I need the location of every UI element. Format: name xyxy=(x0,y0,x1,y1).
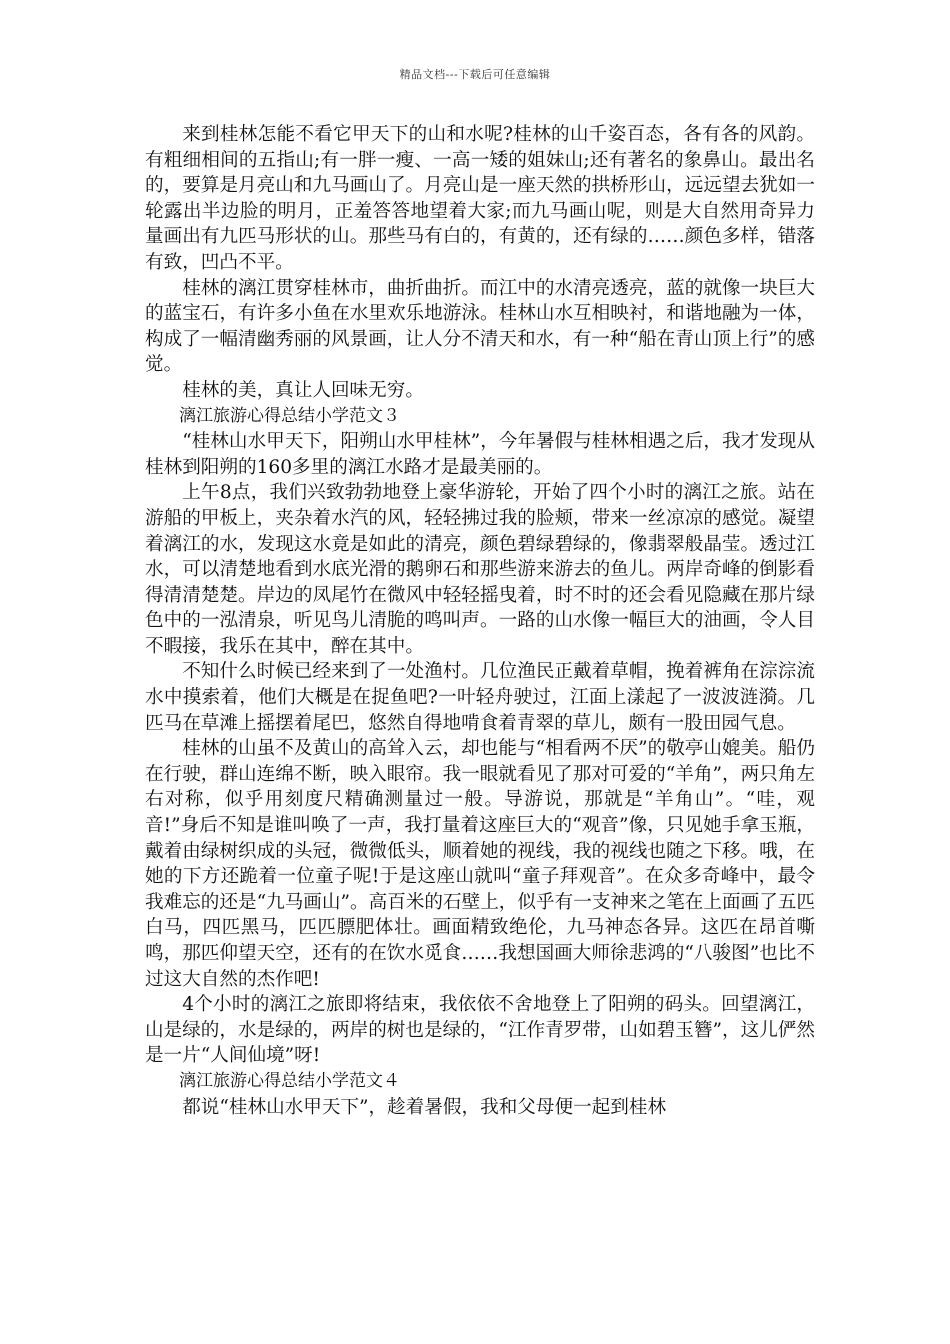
paragraph: 上午8点，我们兴致勃勃地登上豪华游轮，开始了四个小时的漓江之旅。站在游船的甲板上，夹杂着水汽的风，轻轻拂过我的脸颊，带来一丝凉凉的感觉。凝望着漓江的水，发现这水竟是如此的清亮，颜色碧绿碧绿的，像翡翠般晶莹。透过江水，可以清楚地看到水底光滑的鹅卵石和那些游来游去的鱼儿。两岸奇峰的倒影看得清清楚楚。岸边的凤尾竹在微风中轻轻摇曳着，时不时的还会看见隐藏在那片绿色中的一泓清泉，听见鸟儿清脆的鸣叫声。一路的山水像一幅巨大的油画，令人目不暇接，我乐在其中，醉在其中。 xyxy=(145,482,815,657)
paragraph: 来到桂林怎能不看它甲天下的山和水呢?桂林的山千姿百态，各有各的风韵。有粗细相间的五指山;有一胖一瘦、一高一矮的姐妹山;还有著名的象鼻山。最出名的，要算是月亮山和九马画山了。月亮山是一座天然的拱桥形山，远远望去犹如一轮露出半边脸的明月，正羞答答地望着大家;而九马画山呢，则是大自然用奇异力量画出有九匹马形状的山。那些马有白的，有黄的，还有绿的……颜色多样，错落有致，凹凸不平。 xyxy=(145,124,815,273)
page-header: 精品文档---下载后可任意编辑 xyxy=(399,68,551,81)
paragraph: 不知什么时候已经来到了一处渔村。几位渔民正戴着草帽，挽着裤角在淙淙流水中摸索着，他们大概是在捉鱼吧?一叶轻舟驶过，江面上漾起了一波波涟漪。几匹马在草滩上摇摆着尾巴，悠然自得地啃食着青翠的草儿，颇有一股田园气息。 xyxy=(145,661,815,734)
paragraph: 4个小时的漓江之旅即将结束，我依依不舍地登上了阳朔的码头。回望漓江，山是绿的，水是绿的，两岸的树也是绿的，“江作青罗带，山如碧玉簪”，这儿俨然是一片“人间仙境”呀! xyxy=(145,994,815,1067)
paragraph: “桂林山水甲天下，阳朔山水甲桂林”，今年暑假与桂林相遇之后，我才发现从桂林到阳朔的160多里的漓江水路才是最美丽的。 xyxy=(145,431,815,478)
section-heading: 漓江旅游心得总结小学范文３ xyxy=(179,405,400,426)
paragraph: 桂林的漓江贯穿桂林市，曲折曲折。而江中的水清亮透亮，蓝的就像一块巨大的蓝宝石，有许多小鱼在水里欢乐地游泳。桂林山水互相映衬，和谐地融为一体，构成了一幅清幽秀丽的风景画，让人分不清天和水，有一种“船在青山顶上行”的感觉。 xyxy=(145,277,815,376)
section-heading: 漓江旅游心得总结小学范文４ xyxy=(179,1070,400,1091)
paragraph: 都说“桂林山水甲天下”，趁着暑假，我和父母便一起到桂林 xyxy=(182,1096,667,1118)
document-body xyxy=(145,122,815,1120)
paragraph: 桂林的美，真让人回味无穷。 xyxy=(182,379,424,401)
paragraph: 桂林的山虽不及黄山的高耸入云，却也能与“相看两不厌”的敬亭山媲美。船仍在行驶，群山连绵不断，映入眼帘。我一眼就看见了那对可爱的“羊角”，两只角左右对称，似乎用刻度尺精确测量过一般。导游说，那就是“羊角山”。“哇，观音!”身后不知是谁叫唤了一声，我打量着这座巨大的“观音”像，只见她手拿玉瓶，戴着由绿树织成的头冠，微微低头，顺着她的视线，我的视线也随之下移。哦，在她的下方还跪着一位童子呢!于是这座山就叫“童子拜观音”。在众多奇峰中，最令我难忘的还是“九马画山”。高百米的石壁上，似乎有一支神来之笔在上面画了五匹白马，四匹黑马，匹匹膘肥体壮。画面精致绝伦，九马神态各异。这匹在昂首嘶鸣，那匹仰望天空，还有的在饮水觅食……我想国画大师徐悲鸿的“八骏图”也比不过这大自然的杰作吧! xyxy=(145,738,815,990)
